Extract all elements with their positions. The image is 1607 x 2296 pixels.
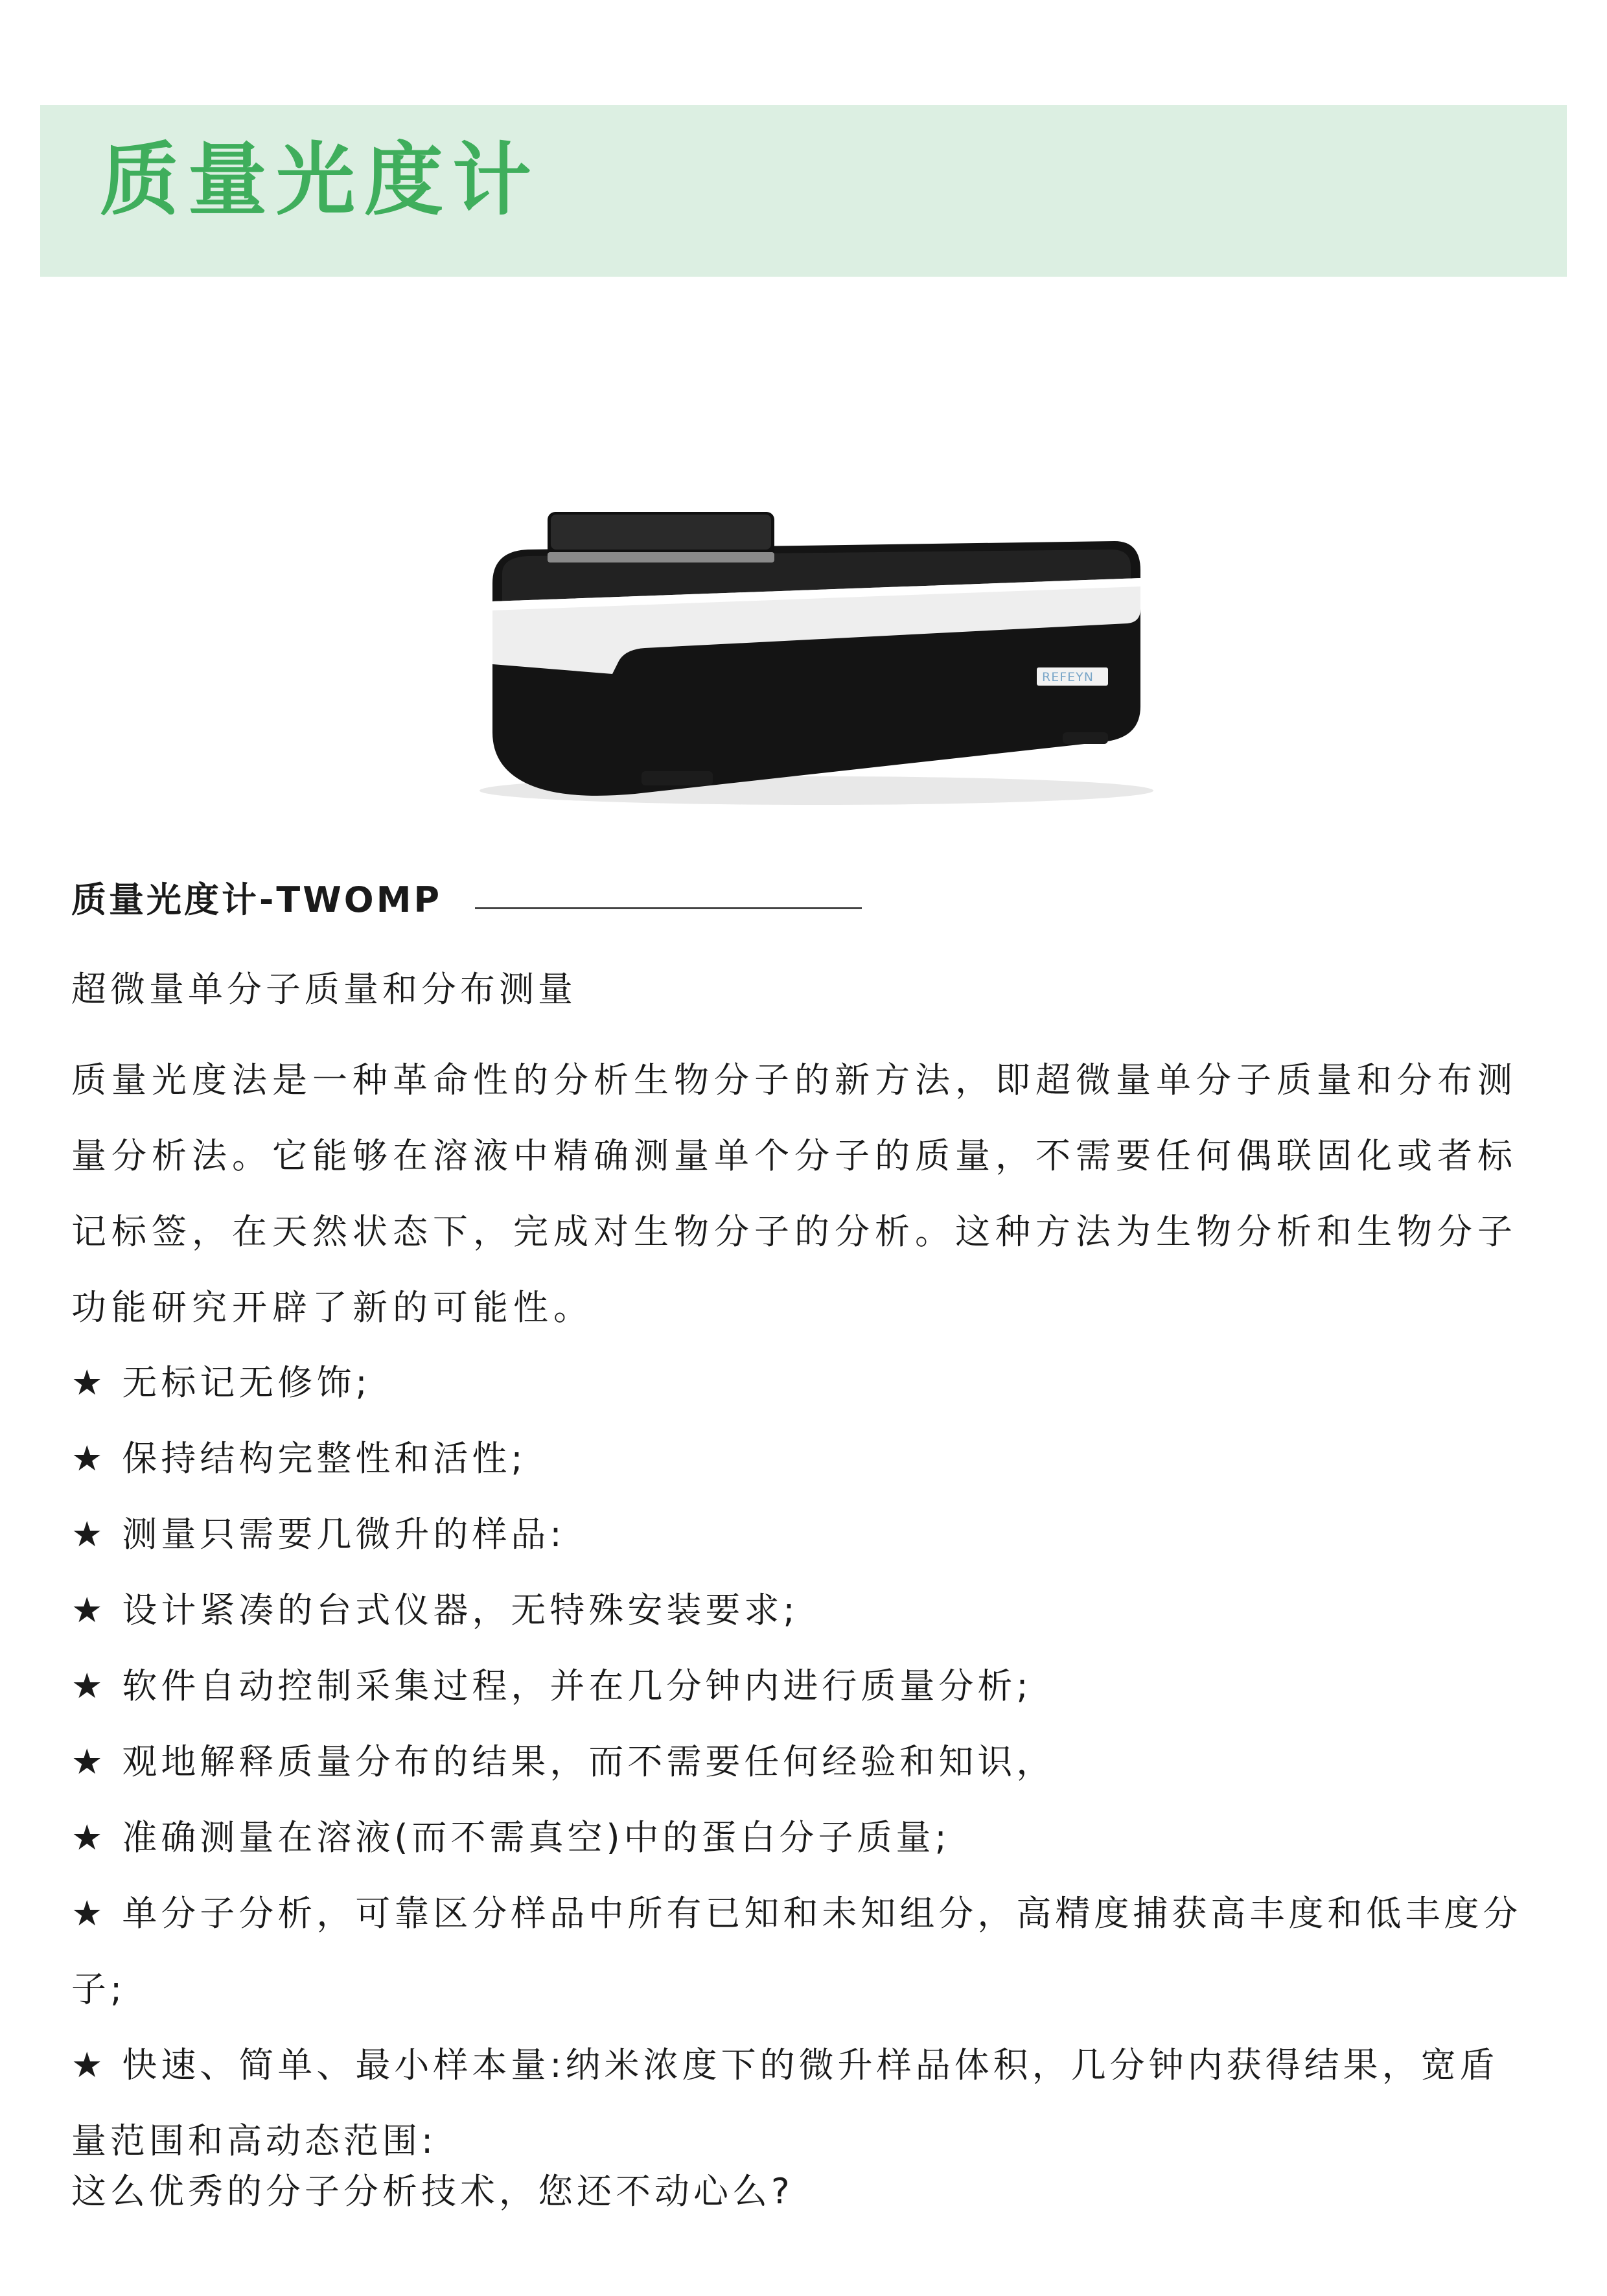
feature-text: 快速、简单、最小样本量:纳米浓度下的微升样品体积，几分钟内获得结果，宽盾量范围和高动态范围: [71,2045,1499,2161]
feature-list [71,1345,1529,2179]
feature-item [71,1345,1529,1421]
feature-text: 保持结构完整性和活性; [122,1438,527,1479]
feature-item [71,1421,1529,1496]
page-title: 质量光度计 [100,134,540,226]
star-icon: ★ [71,1590,107,1630]
star-icon: ★ [71,1438,107,1479]
feature-text: 设计紧凑的台式仪器，无特殊安装要求; [122,1590,799,1630]
star-icon: ★ [71,1817,107,1858]
feature-text: 无标记无修饰; [122,1362,371,1403]
feature-item [71,2027,1529,2179]
feature-text: 观地解释质量分布的结果，而不需要任何经验和知识， [122,1741,1056,1782]
feature-text: 准确测量在溶液(而不需真空)中的蛋白分子质量; [122,1817,951,1858]
feature-text: 软件自动控制采集过程，并在几分钟内进行质量分析; [122,1665,1032,1706]
star-icon: ★ [71,1741,107,1782]
feature-item [71,1496,1529,1572]
intro-paragraph: 质量光度法是一种革命性的分析生物分子的新方法，即超微量单分子质量和分布测量分析法。它能够在溶液中精确测量单个分子的质量，不需要任何偶联固化或者标记标签，在天然状态下，完成对生物分子的分析。这种方法为生物分析和生物分子功能研究开辟了新的可能性。 [71,1060,1518,1328]
star-icon: ★ [71,1665,107,1706]
product-photo [467,512,1160,810]
star-icon: ★ [71,1514,107,1555]
closing-line: 这么优秀的分子分析技术，您还不动心么? [71,2171,794,2212]
feature-item [71,1572,1529,1648]
feature-text: 测量只需要几微升的样品: [122,1514,566,1555]
feature-item [71,1724,1529,1800]
feature-text: 单分子分析，可靠区分样品中所有已知和未知组分，高精度捕获高丰度和低丰度分子; [71,1893,1522,2010]
star-icon: ★ [71,1893,107,1934]
feature-item [71,1800,1529,1875]
star-icon: ★ [71,1362,107,1403]
product-subtitle: 超微量单分子质量和分布测量 [71,969,577,1010]
brand-label: REFEYN [1042,670,1094,684]
feature-item [71,1875,1529,2027]
title-banner [40,105,1567,277]
product-heading: 质量光度计-TWOMP [71,879,443,920]
feature-item [71,1648,1529,1724]
star-icon: ★ [71,2045,107,2085]
heading-divider [475,907,862,909]
